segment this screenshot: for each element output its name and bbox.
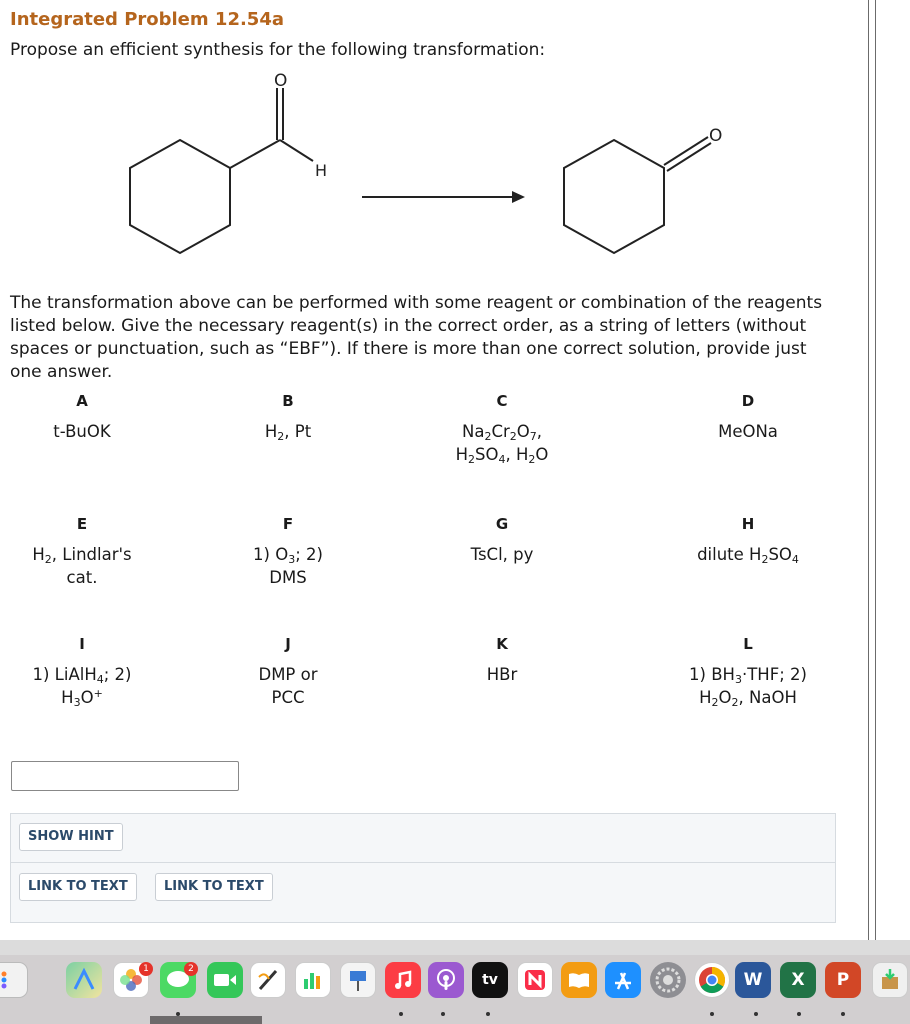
- reagent-text: t-BuOK: [53, 422, 111, 441]
- reagent-letter: J: [285, 635, 291, 653]
- reagent-g: [392, 515, 612, 566]
- link-to-text-button-2[interactable]: LINK TO TEXT: [155, 873, 273, 901]
- news-icon[interactable]: [517, 962, 553, 998]
- reagent-text: DMP or PCC: [258, 665, 318, 707]
- instructions-text: The transformation above can be performed with some reagent or combination of the reagents listed below. Give the necessary reagent(s) in the correct order, as a string of letters (without spaces or punctuation, such as “EBF”). If there is more than one correct solution, provide just one answer.: [10, 293, 823, 382]
- reagent-j: [178, 635, 398, 709]
- reagent-letter: C: [496, 392, 508, 410]
- aldehyde-oxygen: O: [274, 71, 288, 91]
- reagent-letter: F: [282, 515, 294, 533]
- hint-divider: [10, 862, 836, 863]
- reagent-text: TsCl, py: [470, 545, 534, 564]
- link-to-text-button-1[interactable]: LINK TO TEXT: [19, 873, 137, 901]
- reagent-text: MeONa: [718, 422, 778, 441]
- reagent-letter: A: [76, 392, 88, 410]
- photos-badge: 1: [139, 962, 153, 976]
- dock-running-dot: [841, 1012, 845, 1016]
- reagent-e: [0, 515, 192, 589]
- system-preferences-icon[interactable]: [650, 962, 686, 998]
- apple-tv-icon[interactable]: tv: [472, 962, 508, 998]
- aldehyde-hydrogen: H: [315, 161, 328, 180]
- dock-running-dot: [710, 1012, 714, 1016]
- messages-badge: 2: [184, 962, 198, 976]
- reagent-d: [638, 392, 858, 443]
- podcasts-icon[interactable]: [428, 962, 464, 998]
- reagent-text: dilute $H_2SO_4$: [697, 545, 799, 566]
- dock-running-dot: [399, 1012, 403, 1016]
- reagent-letter: B: [282, 392, 294, 410]
- music-icon[interactable]: [385, 962, 421, 998]
- dock-running-dot: [797, 1012, 801, 1016]
- reagent-c: [392, 392, 612, 466]
- reagent-letter: K: [496, 635, 508, 653]
- dock-running-dot: [176, 1012, 180, 1016]
- reagent-letter: I: [79, 635, 85, 653]
- excel-icon[interactable]: X: [780, 962, 816, 998]
- dock-running-dot: [754, 1012, 758, 1016]
- hint-panel: [10, 813, 836, 923]
- reagent-text: $Na_2Cr_2O_7$, $H_2SO_4$, $H_2O$: [455, 422, 549, 466]
- reactant-ring: [130, 140, 230, 253]
- reagent-letter: L: [743, 635, 753, 653]
- reagent-text: $H_2$, Lindlar's cat.: [32, 545, 132, 587]
- freeform-icon[interactable]: [250, 962, 286, 998]
- scrollbar-edge[interactable]: [875, 0, 876, 955]
- reagent-text: HBr: [486, 665, 518, 684]
- reagent-letter: D: [741, 392, 755, 410]
- word-icon[interactable]: W: [735, 962, 771, 998]
- chrome-icon[interactable]: [694, 962, 730, 998]
- answer-input[interactable]: [11, 761, 239, 791]
- reagent-text: 1) $O_3$; 2) DMS: [253, 545, 323, 587]
- ketone-oxygen: O: [709, 126, 723, 146]
- dock-shadow: [150, 1016, 262, 1024]
- keynote-icon[interactable]: [340, 962, 376, 998]
- reagent-f: [178, 515, 398, 589]
- window-edge: [868, 0, 869, 955]
- reagent-i: [0, 635, 192, 709]
- dock-running-dot: [486, 1012, 490, 1016]
- reagent-h: [638, 515, 858, 566]
- show-hint-button[interactable]: SHOW HINT: [19, 823, 123, 851]
- maps-icon[interactable]: [66, 962, 102, 998]
- dock-running-dot: [441, 1012, 445, 1016]
- books-icon[interactable]: [561, 962, 597, 998]
- reagent-letter: H: [741, 515, 755, 533]
- reaction-scheme: [100, 68, 723, 268]
- reagent-text: $H_2$, Pt: [264, 422, 312, 443]
- reagent-b: [178, 392, 398, 443]
- reminders-icon[interactable]: [0, 962, 28, 998]
- reagent-l: [638, 635, 858, 709]
- product-ring: [564, 140, 664, 253]
- reagent-text: 1) $BH_3\cdot THF$; 2) $H_2O_2$, NaOH: [689, 665, 807, 709]
- installer-icon[interactable]: [872, 962, 908, 998]
- reagent-k: [392, 635, 612, 686]
- reagent-a: [0, 392, 192, 443]
- powerpoint-icon[interactable]: P: [825, 962, 861, 998]
- reagent-letter: G: [495, 515, 509, 533]
- facetime-icon[interactable]: [207, 962, 243, 998]
- reagent-text: 1) LiAlH$_4$; 2) $H_3O^+$: [32, 665, 132, 709]
- app-store-icon[interactable]: [605, 962, 641, 998]
- reagent-letter: E: [76, 515, 88, 533]
- numbers-icon[interactable]: [295, 962, 331, 998]
- problem-title: Integrated Problem 12.54a: [10, 9, 284, 30]
- problem-prompt: Propose an efficient synthesis for the following transformation:: [10, 40, 546, 60]
